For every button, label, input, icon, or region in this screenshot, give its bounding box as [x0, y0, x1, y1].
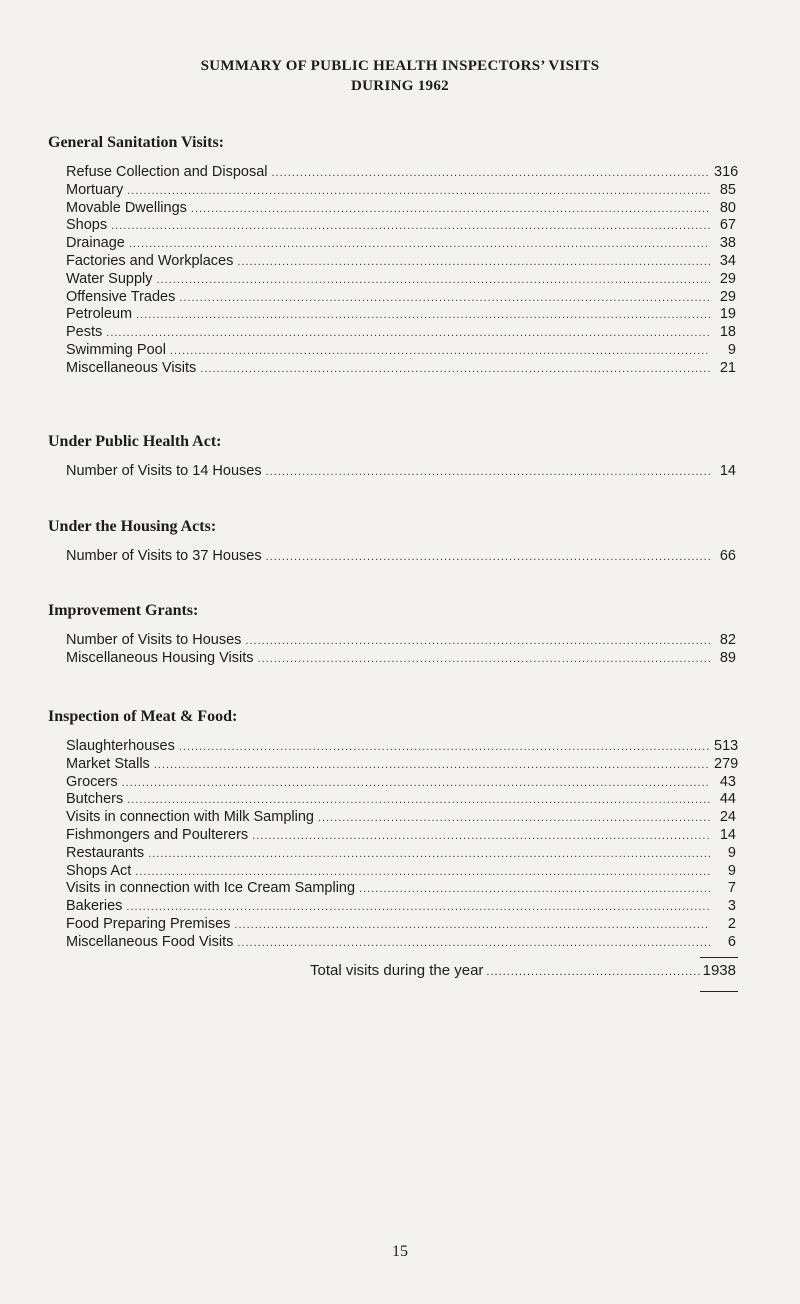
item-label: Slaughterhouses [66, 738, 175, 754]
list-item [66, 200, 736, 218]
list-item [66, 809, 736, 827]
list-item [66, 632, 736, 650]
leader-dots [111, 218, 710, 235]
leader-dots [106, 325, 710, 342]
list-item [66, 324, 736, 342]
item-label: Bakeries [66, 898, 123, 915]
item-value: 18 [719, 324, 736, 341]
item-value: 3 [727, 898, 736, 915]
list-item [66, 342, 736, 360]
list-item [66, 463, 736, 481]
item-label: Visits in connection with Milk Sampling [66, 809, 314, 826]
leader-dots [129, 236, 710, 253]
list-item [66, 650, 736, 668]
item-label: Refuse Collection and Disposal [66, 164, 268, 180]
list-item [66, 916, 736, 934]
item-value: 513 [714, 738, 739, 754]
total-label: Total visits during the year [310, 962, 484, 979]
item-value: 14 [719, 463, 736, 479]
section-public-health-act [48, 433, 748, 481]
item-label: Number of Visits to 14 Houses [66, 463, 262, 479]
leader-dots [191, 201, 710, 218]
section-heading: Under the Housing Acts: [48, 518, 217, 535]
list-item [66, 360, 736, 378]
item-label: Petroleum [66, 306, 133, 323]
list-item [66, 235, 736, 253]
item-value: 14 [719, 826, 736, 843]
leader-dots [237, 935, 710, 952]
item-value: 89 [719, 649, 736, 666]
list-item [66, 253, 736, 271]
item-value: 34 [719, 252, 736, 269]
item-value: 279 [714, 755, 739, 772]
leader-dots [272, 165, 711, 182]
leader-dots [127, 183, 710, 200]
leader-dots [179, 290, 710, 307]
item-value: 29 [719, 270, 736, 287]
list-item [66, 791, 736, 809]
list-item [66, 880, 736, 898]
item-label: Market Stalls [66, 755, 150, 772]
leader-dots [245, 633, 710, 650]
item-label: Shops Act [66, 862, 132, 879]
leader-dots [234, 917, 710, 934]
item-value: 29 [719, 288, 736, 305]
item-label: Fishmongers and Poulterers [66, 826, 249, 843]
item-value: 9 [727, 341, 736, 358]
page-number: 15 [392, 1243, 408, 1260]
item-value: 9 [727, 862, 736, 879]
leader-dots [179, 739, 710, 756]
section-meat-and-food [48, 708, 748, 952]
item-label: Water Supply [66, 270, 153, 287]
section-general-sanitation [48, 134, 748, 378]
document-title: SUMMARY OF PUBLIC HEALTH INSPECTORS’ VISITS [200, 58, 600, 74]
item-label: Restaurants [66, 844, 145, 861]
item-label: Mortuary [66, 181, 124, 198]
list-item [66, 306, 736, 324]
item-value: 9 [727, 844, 736, 861]
item-value: 38 [719, 235, 736, 252]
section-improvement-grants [48, 602, 748, 668]
leader-dots [126, 899, 710, 916]
item-value: 7 [727, 880, 736, 897]
leader-dots [154, 757, 710, 774]
item-label: Food Preparing Premises [66, 915, 231, 932]
item-label: Shops [66, 217, 108, 234]
item-label: Butchers [66, 791, 124, 808]
item-label: Miscellaneous Food Visits [66, 933, 234, 950]
item-value: 66 [719, 548, 736, 564]
leader-dots [170, 343, 710, 360]
item-value: 44 [719, 791, 736, 808]
leader-dots [237, 254, 710, 271]
leader-dots [258, 651, 710, 668]
item-label: Drainage [66, 235, 125, 252]
section-housing-acts [48, 518, 748, 566]
section-heading: Inspection of Meat & Food: [48, 708, 238, 725]
item-value: 316 [714, 164, 739, 180]
item-value: 24 [719, 809, 736, 826]
list-item [66, 548, 736, 566]
leader-dots [136, 307, 710, 324]
list-item [66, 164, 739, 182]
item-label: Grocers [66, 773, 118, 790]
item-label: Swimming Pool [66, 341, 166, 358]
item-label: Movable Dwellings [66, 199, 187, 216]
item-label: Number of Visits to Houses [66, 632, 242, 648]
item-value: 67 [719, 217, 736, 234]
list-item [66, 182, 736, 200]
leader-dots [486, 966, 699, 978]
item-value: 85 [719, 181, 736, 198]
total-value: 1938 [702, 962, 736, 979]
item-label: Miscellaneous Housing Visits [66, 649, 254, 666]
section-heading: Improvement Grants: [48, 602, 199, 619]
item-label: Visits in connection with Ice Cream Sampling [66, 880, 356, 897]
section-heading: General Sanitation Visits: [48, 134, 225, 151]
leader-dots [252, 828, 710, 845]
list-item [66, 863, 736, 881]
list-item [66, 827, 736, 845]
leader-dots [135, 864, 710, 881]
leader-dots [127, 792, 710, 809]
list-item [66, 755, 739, 774]
leader-dots [266, 464, 710, 481]
leader-dots [318, 810, 710, 827]
item-value: 21 [719, 359, 736, 376]
item-label: Offensive Trades [66, 288, 176, 305]
item-value: 80 [719, 199, 736, 216]
item-value: 6 [727, 933, 736, 950]
total-bottom-rule [700, 991, 738, 992]
list-item [66, 845, 736, 863]
section-heading: Under Public Health Act: [48, 433, 222, 450]
list-item [66, 774, 736, 792]
item-label: Miscellaneous Visits [66, 359, 197, 376]
list-item [66, 738, 739, 756]
list-item [66, 934, 736, 952]
item-label: Factories and Workplaces [66, 252, 234, 269]
list-item [66, 217, 736, 235]
leader-dots [122, 775, 710, 792]
total-top-rule [700, 957, 738, 958]
item-value: 43 [719, 773, 736, 790]
item-value: 2 [727, 915, 736, 932]
leader-dots [359, 881, 710, 898]
leader-dots [148, 846, 710, 863]
list-item [66, 898, 736, 916]
document-subtitle: DURING 1962 [351, 78, 449, 94]
item-label: Number of Visits to 37 Houses [66, 548, 262, 564]
item-value: 19 [719, 306, 736, 323]
list-item [66, 271, 736, 289]
item-value: 82 [719, 632, 736, 648]
total-row [310, 962, 736, 979]
leader-dots [157, 272, 711, 289]
item-label: Pests [66, 324, 103, 341]
list-item [66, 289, 736, 307]
leader-dots [266, 549, 710, 566]
leader-dots [200, 361, 710, 378]
